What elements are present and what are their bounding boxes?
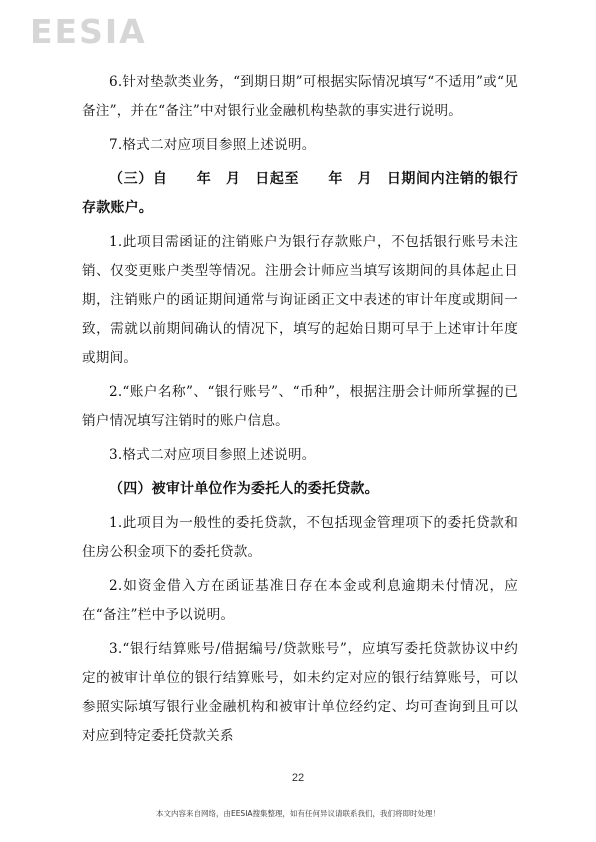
paragraph: 1.此项目为一般性的委托贷款，不包括现金管理项下的委托贷款和住房公积金项下的委托贷款。 — [82, 515, 518, 560]
paragraph: 3.格式二对应项目参照上述说明。 — [109, 447, 316, 463]
paragraph: 2.如资金借入方在函证基准日存在本金或利息逾期未付情况，应在“备注”栏中予以说明。 — [82, 578, 518, 623]
paragraph: 3.“银行结算账号/借据编号/贷款账号”，应填写委托贷款协议中约定的被审计单位的银行结算账号，如未约定对应的银行结算账号，可以参照实际填写银行业金融机构和被审计单位经约定、均可查询到且可以对应到特定委托贷款关系 — [82, 641, 518, 744]
footer-notice: 本文内容来自网络，由EESIA搜集整理，如有任何异议请联系我们，我们将即时处理！ — [155, 809, 441, 818]
paragraph: 1.此项目需函证的注销账户为银行存款账户，不包括银行账号未注销、仅变更账户类型等情况。注册会计师应当填写该期间的具体起止日期，注销账户的函证期间通常与询证函正文中表述的审计年度或期间一致，需就以前期间确认的情况下，填写的起始日期可早于上述审计年度或期间。 — [82, 234, 518, 366]
paragraph: 7.格式二对应项目参照上述说明。 — [109, 137, 316, 153]
paragraph: 6.针对垫款类业务，“到期日期”可根据实际情况填写“不适用”或“见备注”，并在“备注”中对银行业金融机构垫款的事实进行说明。 — [82, 74, 518, 119]
paragraph: 2.“账户名称”、“银行账号”、“币种”，根据注册会计师所掌握的已销户情况填写注销时的账户信息。 — [82, 384, 518, 429]
eesia-logo: EESIA — [30, 12, 147, 51]
document-body — [82, 68, 518, 756]
page-number: 22 — [291, 772, 305, 784]
section-heading: （三）自 年 月 日起至 年 月 日期间内注销的银行存款账户。 — [82, 171, 518, 216]
section-heading: （四）被审计单位作为委托人的委托贷款。 — [109, 481, 379, 497]
